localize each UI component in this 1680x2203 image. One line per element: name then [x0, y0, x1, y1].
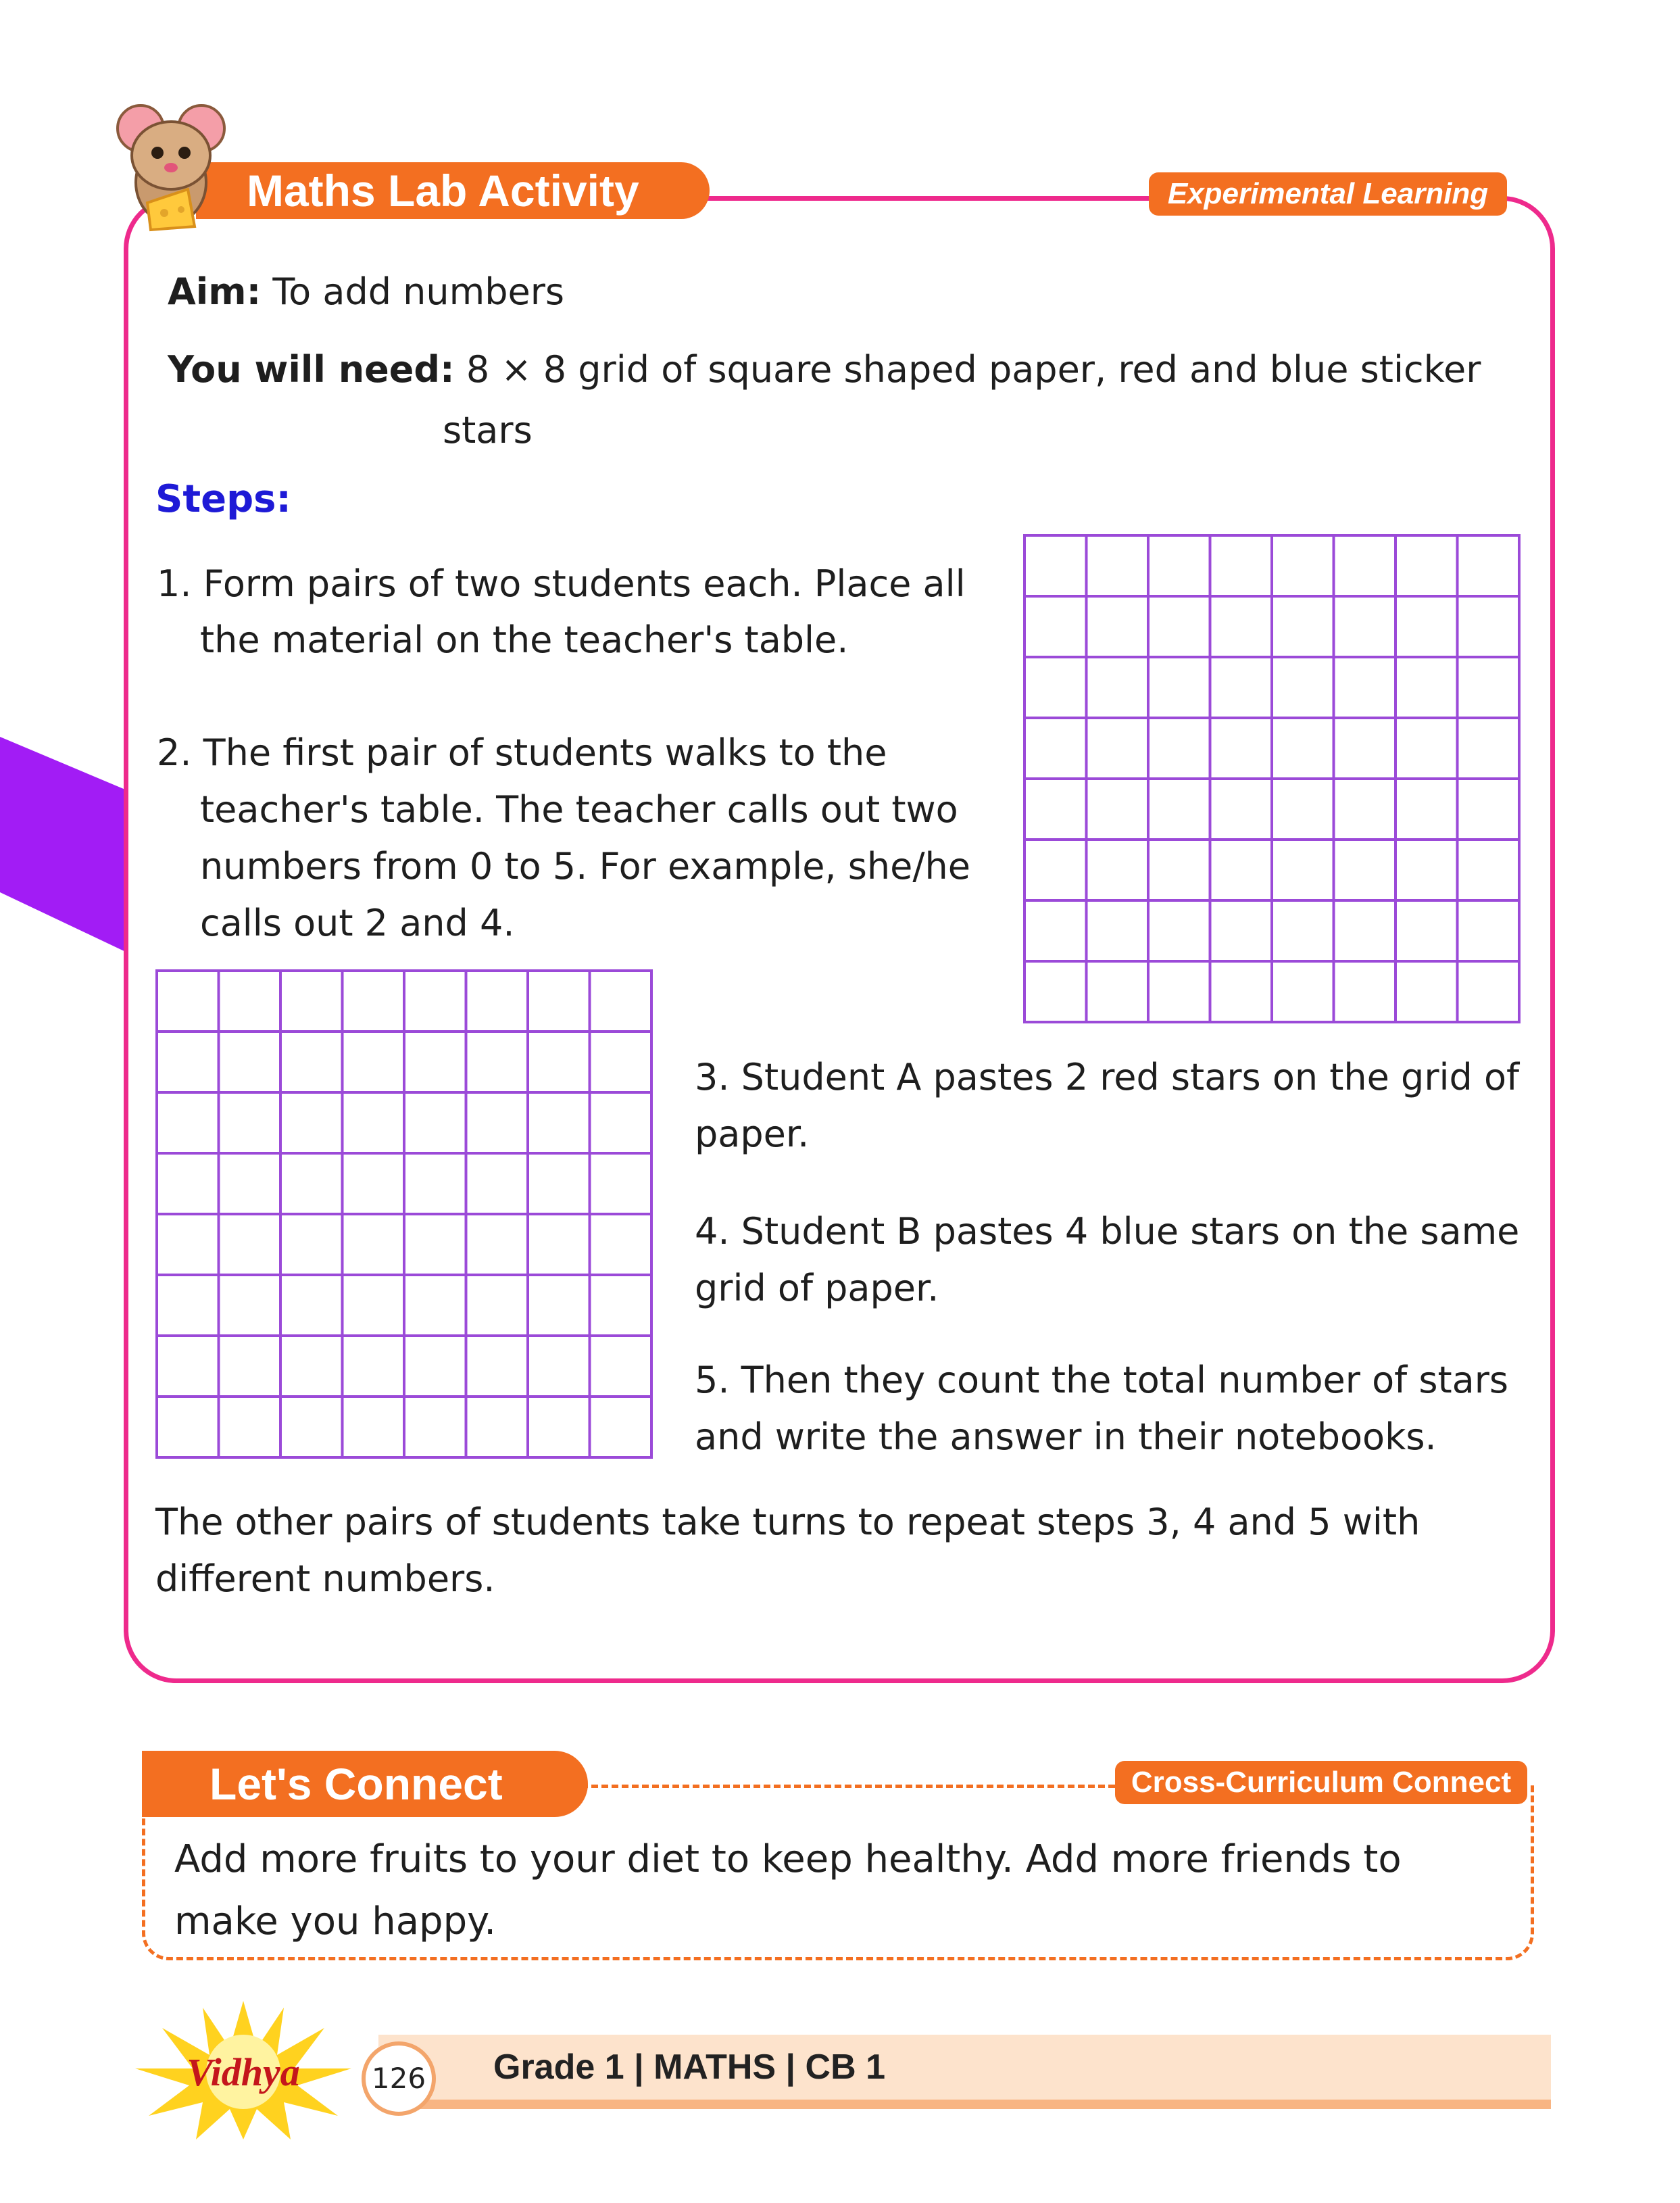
experimental-learning-tag: Experimental Learning [1149, 172, 1507, 216]
mouse-mascot-icon [114, 101, 228, 237]
footer-grade-subject: Grade 1 | MATHS | CB 1 [493, 2048, 886, 2087]
need-text-1: 8 × 8 grid of square shaped paper, red and blue sticker [466, 348, 1481, 391]
maths-lab-title: Maths Lab Activity [196, 162, 710, 219]
step2-line4: calls out 2 and 4. [200, 902, 515, 944]
need-line [168, 341, 1481, 398]
step2-line3: numbers from 0 to 5. For example, she/he [200, 845, 970, 888]
aim-line [168, 264, 564, 320]
logo-text: Vidhya [187, 2050, 300, 2094]
maths-lab-header-line [703, 196, 1149, 200]
need-text-2: stars [443, 409, 533, 452]
step4-line2: grid of paper. [695, 1267, 939, 1309]
lets-connect-header-line [581, 1785, 1115, 1788]
lets-connect-title: Let's Connect [142, 1751, 588, 1817]
closing-line2: different numbers. [155, 1557, 495, 1600]
grid-paper-left [155, 969, 653, 1459]
step4-line1: 4. Student B pastes 4 blue stars on the same [695, 1210, 1520, 1253]
step1-line1: 1. Form pairs of two students each. Place all [157, 562, 966, 605]
closing-line1: The other pairs of students take turns to repeat steps 3, 4 and 5 with [155, 1501, 1420, 1543]
aim-text: To add numbers [272, 270, 565, 313]
step5-line1: 5. Then they count the total number of stars [695, 1359, 1509, 1401]
step2-line1: 2. The first pair of students walks to the [157, 731, 887, 774]
page-number: 126 [362, 2041, 436, 2116]
connect-line1: Add more fruits to your diet to keep healthy. Add more friends to [174, 1837, 1402, 1881]
side-purple-tab [0, 737, 128, 953]
need-label: You will need: [168, 348, 455, 391]
step2-line2: teacher's table. The teacher calls out two [200, 788, 958, 831]
step5-line2: and write the answer in their notebooks. [695, 1415, 1437, 1458]
grid-paper-top [1023, 534, 1521, 1023]
steps-heading: Steps: [155, 477, 291, 521]
step3-line1: 3. Student A pastes 2 red stars on the grid of [695, 1056, 1520, 1098]
cross-curriculum-tag: Cross-Curriculum Connect [1115, 1761, 1527, 1804]
connect-line2: make you happy. [174, 1899, 497, 1943]
vidhya-sun-logo-icon [122, 1994, 365, 2143]
step3-line2: paper. [695, 1113, 810, 1155]
aim-label: Aim: [168, 270, 262, 313]
step1-line2: the material on the teacher's table. [200, 619, 849, 661]
